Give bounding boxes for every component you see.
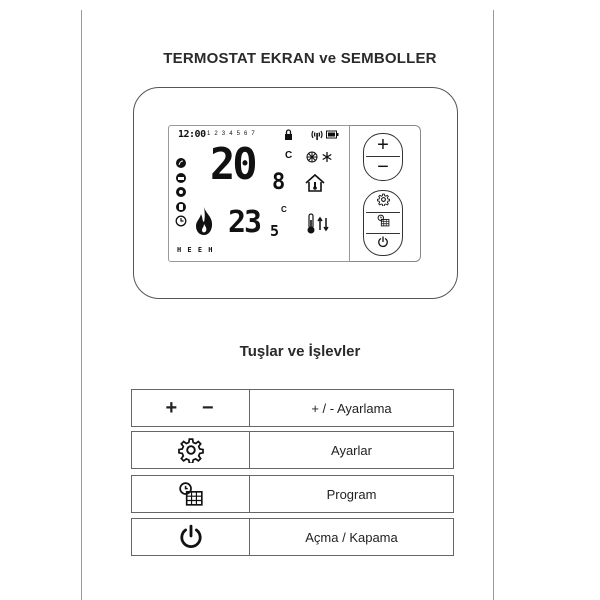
- plus-minus-icon: + −: [132, 390, 250, 426]
- set-temperature: 23: [228, 205, 261, 240]
- page-title: TERMOSTAT EKRAN ve SEMBOLLER: [163, 50, 437, 67]
- gear-icon: [377, 193, 390, 211]
- program-calendar-icon: [132, 476, 250, 512]
- minus-button[interactable]: −: [377, 156, 389, 178]
- function-keys: [363, 190, 403, 256]
- room-temperature-decimal: 8: [272, 170, 286, 195]
- up-down-arrows-icon: [317, 216, 329, 237]
- power-icon: [132, 519, 250, 555]
- snowflake-icon: [321, 150, 333, 168]
- hand-manual-icon: [175, 200, 187, 212]
- leaf-icon: [175, 156, 187, 168]
- gear-icon: [132, 432, 250, 468]
- timer-icon: [175, 214, 187, 226]
- page-border-left: [81, 10, 82, 600]
- program-calendar-icon: [377, 214, 390, 232]
- section-title: Tuşlar ve İşlevler: [239, 343, 361, 360]
- battery-icon: [326, 128, 339, 140]
- home-thermometer-icon: [304, 173, 326, 198]
- mode-icons-column: [175, 156, 189, 229]
- room-temperature: 20: [210, 139, 255, 190]
- settings-button[interactable]: [364, 192, 402, 212]
- set-temperature-unit: C: [281, 205, 287, 214]
- thermometer-icon: [306, 213, 316, 240]
- table-row: [131, 518, 454, 556]
- function-label: Program: [326, 486, 377, 502]
- away-icon: [175, 171, 187, 183]
- page-border-right: [493, 10, 494, 600]
- status-segment-text: H E E H: [177, 246, 214, 254]
- function-label: + / - Ayarlama: [311, 400, 392, 416]
- fan-icon: [306, 150, 318, 168]
- program-button[interactable]: [364, 213, 402, 233]
- plus-button[interactable]: +: [377, 134, 389, 156]
- flame-heating-icon: [193, 206, 215, 241]
- lock-icon: [284, 128, 293, 140]
- plus-minus-rocker[interactable]: [363, 133, 403, 181]
- wifi-signal-icon: [310, 128, 324, 140]
- clock-display: 12:00: [178, 129, 206, 140]
- sun-icon: [175, 185, 187, 197]
- weekday-indicators: 1 2 3 4 5 6 7: [207, 131, 256, 137]
- function-label: Açma / Kapama: [305, 529, 398, 545]
- power-button[interactable]: [364, 234, 402, 254]
- table-row: [131, 475, 454, 513]
- set-temperature-decimal: 5: [270, 222, 280, 240]
- table-row: [131, 431, 454, 469]
- function-label: Ayarlar: [331, 442, 372, 458]
- room-temperature-unit: C: [285, 150, 293, 161]
- power-icon: [377, 235, 389, 253]
- table-row: [131, 389, 454, 427]
